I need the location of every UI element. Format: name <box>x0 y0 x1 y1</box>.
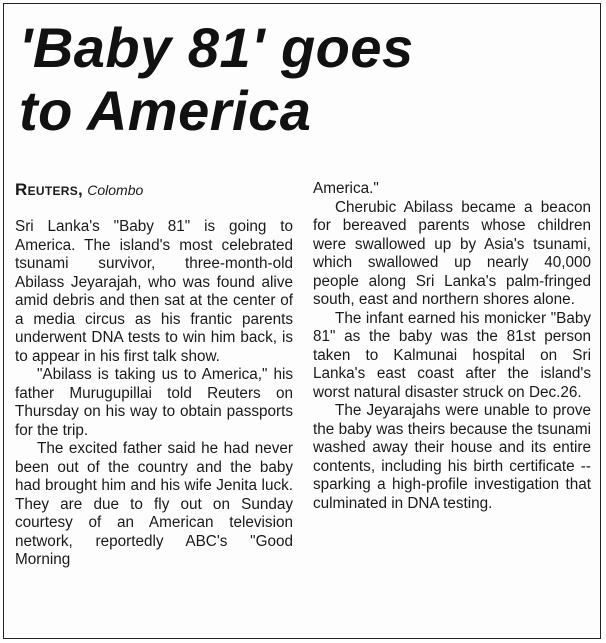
article-paragraph-continuation: America." <box>313 180 379 197</box>
byline <box>15 181 293 200</box>
article-column-left <box>15 181 293 570</box>
article-paragraph: The excited father said he had never been out of the country and the baby had brought him and his wife Jenita luck. They are due to fly out on Sunday courtesy of an American television network, reportedly ABC's "Good Morning <box>15 440 293 568</box>
article-paragraph: The infant earned his monicker "Baby 81" as the baby was the 81st person taken to Kalmunai hospital on Sri Lanka's east coast after the island's worst natural disaster struck on Dec.26. <box>313 309 591 401</box>
article-paragraph: The Jeyarajahs were unable to prove the baby was theirs because the tsunami washed away their house and its entire contents, including his birth certificate -- sparking a high-profile investigation that culminated in DNA testing. <box>313 402 591 512</box>
byline-agency: Reuters, <box>15 180 84 199</box>
headline <box>19 16 599 142</box>
article-paragraph: Cherubic Abilass became a beacon for bereaved parents whose children were swallowed up by Asia's tsunami, which swallowed up nearly 40,000 people along Sri Lanka's palm-fringed south, east and northern shores alone. <box>313 198 591 308</box>
byline-place: Colombo <box>87 182 144 198</box>
article-paragraph: "Abilass is taking us to America," his father Murugupillai told Reuters on Thursday on his way to obtain passports for the trip. <box>15 366 293 439</box>
article-column-right <box>313 180 591 513</box>
headline-line-2: to America <box>19 79 312 142</box>
headline-line-1: 'Baby 81' goes <box>19 16 414 79</box>
article-paragraph: Sri Lanka's "Baby 81" is going to America. The island's most celebrated tsunami survivor, three-month-old Abilass Jeyarajah, who was found alive amid debris and then sat at the center of a media circus as his frantic parents underwent DNA tests to win him back, is to appear in his first talk show. <box>15 218 293 365</box>
